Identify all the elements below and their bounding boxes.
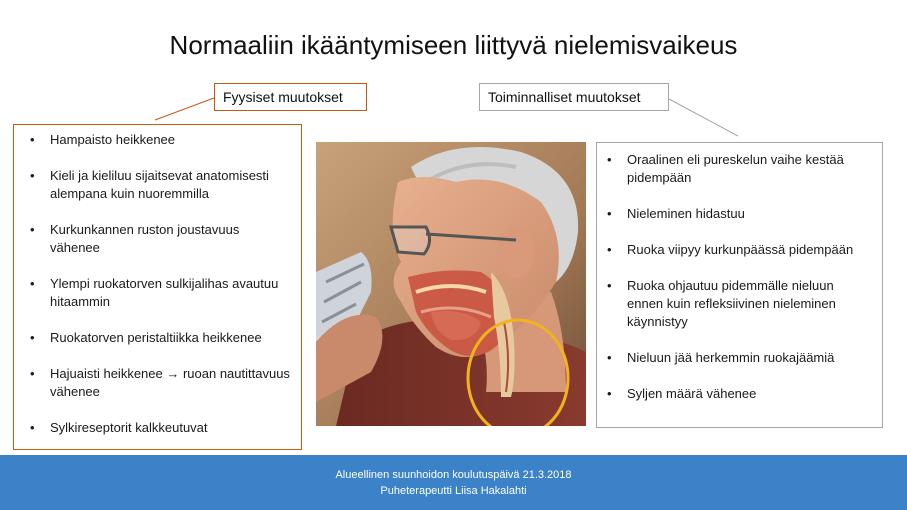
physical-changes-heading: Fyysiset muutokset [214, 83, 367, 111]
list-item: • Nieluun jää herkemmin ruokajäämiä [605, 349, 872, 367]
list-item: • Sylkireseptorit kalkkeutuvat [28, 419, 291, 437]
functional-changes-box [596, 142, 883, 428]
list-item: • Ruoka ohjautuu pidemmälle nieluun ennen kuin refleksiivinen nieleminen käynnistyy [605, 277, 872, 331]
right-connector-line [669, 99, 738, 136]
list-item: • Ruoka viipyy kurkunpäässä pidempään [605, 241, 872, 259]
functional-changes-heading: Toiminnalliset muutokset [479, 83, 669, 111]
list-item: • Hampaisto heikkenee [28, 131, 291, 149]
list-item: • Ruokatorven peristaltiikka heikkenee [28, 329, 291, 347]
list-item: • Oraalinen eli pureskelun vaihe kestää pidempään [605, 151, 872, 187]
slide-title: Normaaliin ikääntymiseen liittyvä nielemisvaikeus [169, 30, 738, 60]
left-connector-line [155, 98, 214, 120]
swallowing-anatomy-image [316, 142, 586, 426]
ear [498, 226, 534, 278]
footer-presenter-line: Puheterapeutti Liisa Hakalahti [380, 485, 527, 497]
list-item: • Kieli ja kieliluu sijaitsevat anatomisesti alempana kuin nuoremmilla [28, 167, 291, 203]
list-item: • Ylempi ruokatorven sulkijalihas avautuu hitaammin [28, 275, 291, 311]
list-item: • Hajuaisti heikkenee → ruoan nautittavuus vähenee [28, 365, 291, 401]
list-item: • Kurkunkannen ruston joustavuus vähenee [28, 221, 291, 257]
physical-changes-list [28, 131, 291, 437]
footer-event-line: Alueellinen suunhoidon koulutuspäivä 21.3.2018 [335, 469, 572, 481]
anatomy-illustration [316, 142, 586, 426]
list-item: • Nieleminen hidastuu [605, 205, 872, 223]
physical-changes-box [13, 124, 302, 450]
list-item: • Syljen määrä vähenee [605, 385, 872, 403]
slide-footer [0, 455, 907, 510]
functional-changes-list [605, 151, 872, 403]
